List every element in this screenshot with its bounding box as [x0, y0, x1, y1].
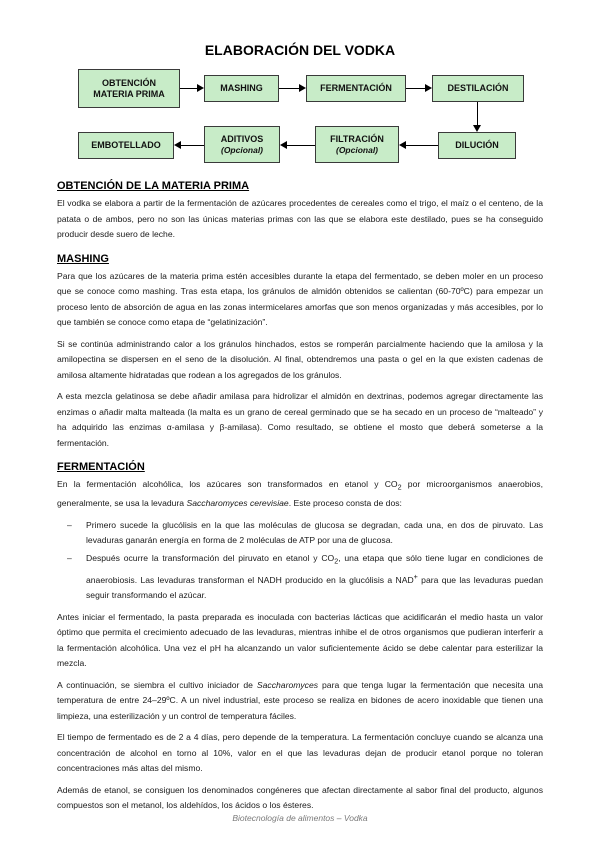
- flow-box-label: EMBOTELLADO: [91, 140, 161, 150]
- process-steps-list: [57, 518, 543, 604]
- flow-box-optional-label: (Opcional): [335, 144, 379, 155]
- flow-box-fermentacion: [306, 75, 406, 102]
- flow-box-filtracion: [315, 126, 399, 163]
- flow-arrow: [406, 88, 425, 89]
- subscript: 2: [397, 483, 402, 492]
- section-obtencion: [57, 180, 543, 243]
- flow-arrow: [279, 88, 299, 89]
- section-heading: MASHING: [57, 252, 109, 265]
- dash-bullet: –: [67, 552, 72, 563]
- paragraph: A esta mezcla gelatinosa se debe añadir amilasa para hidrolizar el almidón en dextrinas, podemos agregar directamente las enzimas o añadir malta malteada (la malta es un grano de cereal germinado que se ha secado en un proceso de “malteado” y ha adquirido las enzimas α-amilasa y β-amilasa). Como resultado, se obtiene el mosto que deberá someterse a la fermentación.: [57, 391, 543, 448]
- list-item: [67, 551, 544, 604]
- flow-arrow: [181, 145, 204, 146]
- flow-box-embotellado: [78, 132, 174, 159]
- flow-box-label: FERMENTACIÓN: [320, 83, 392, 93]
- text-run: En la fermentación alcohólica, los azúcares son transformados en etanol y CO: [57, 479, 398, 489]
- flow-arrow-head: [174, 141, 181, 149]
- subscript: 2: [334, 557, 339, 566]
- page-footer: Biotecnología de alimentos – Vodka: [232, 813, 368, 823]
- list-item: [67, 518, 543, 549]
- flow-box-label: DESTILACIÓN: [447, 83, 509, 93]
- dash-bullet: –: [67, 519, 72, 530]
- text-run: para que las levaduras puedan seguir transformando el azúcar.: [86, 574, 544, 601]
- document-body: [57, 180, 543, 824]
- superscript: +: [413, 572, 418, 581]
- text-run: , una etapa que sólo tiene lugar en condiciones de anaerobiosis. Las levaduras transforman el NADH producido en la glucólisis a NAD: [86, 552, 543, 585]
- flow-box-label: MATERIA PRIMA: [93, 88, 165, 99]
- paragraph: Además de etanol, se consiguen los denominados congéneres que afectan directamente al sabor final del producto, algunos compuestos son el metanol, los aldehídos, los ácidos o los ésteres.: [57, 784, 543, 811]
- flow-box-dilucion: [438, 132, 516, 159]
- paragraph: [57, 477, 543, 512]
- paragraph: Si se continúa administrando calor a los gránulos hinchados, estos se romperán parcialmente haciendo que la amilosa y la amilopectina se dispersen en el seno de la disolución. Al final, obtendremos una pasta o gel en la que existen cadenas de amilosa altamente hidratadas que rodean a los agregados de los gránulos.: [57, 338, 543, 380]
- paragraph: Antes iniciar el fermentado, la pasta preparada es inoculada con bacterias lácticas que acidificarán el medio hasta un valor óptimo que permita el crecimiento adecuado de las levaduras, mientras inhibe el de otros organismos que pudieran interferir a la fermentación alcohólica. Una vez el pH ha alcanzando un valor suficientemente ácido se debe calentar para esterilizar la mezcla.: [57, 611, 543, 669]
- flow-arrow-head: [280, 141, 287, 149]
- paragraph: El vodka se elabora a partir de la fermentación de azúcares procedentes de cereales como el trigo, el maíz o el centeno, de la patata o de ambos, pero no son las únicas materias primas con las que se elabora este destilado, pues se ha conseguido producir desde suero de leche.: [57, 198, 543, 239]
- flow-arrow: [477, 102, 478, 125]
- flow-arrow: [287, 145, 315, 146]
- flow-box-label: FILTRACIÓN: [330, 133, 384, 144]
- flow-arrow-head: [299, 84, 306, 92]
- paragraph: Para que los azúcares de la materia prima estén accesibles durante la etapa del fermentado, se deben moler en un proceso que se conoce como mashing. Tras esta etapa, los gránulos de almidón obtenidos se calientan (60-70ºC) para empezar un proceso lento de absorción de agua en las zonas intermicelares amorfas que son menos organizadas y más accesibles, por lo que también se conoce como etapa de “gelatinización”.: [57, 270, 543, 327]
- section-fermentacion: [57, 461, 543, 814]
- flow-box-destilacion: [432, 75, 524, 102]
- flow-box-obtencion: [78, 69, 180, 108]
- flow-box-aditivos: [204, 126, 280, 163]
- flow-arrow: [180, 88, 197, 89]
- document-title: ELABORACIÓN DEL VODKA: [204, 42, 396, 58]
- flow-arrow-head: [399, 141, 406, 149]
- flow-arrow-head: [197, 84, 204, 92]
- text-run: A continuación, se siembra el cultivo iniciador de: [57, 679, 257, 690]
- section-heading: OBTENCIÓN DE LA MATERIA PRIMA: [57, 180, 250, 192]
- flow-box-label: ADITIVOS: [220, 133, 264, 144]
- text-run: por microorganismos anaerobios, generalmente, se usa la levadura: [57, 479, 543, 509]
- flow-box-label: MASHING: [220, 83, 263, 93]
- text-run: Después ocurre la transformación del piruvato en etanol y CO: [86, 552, 335, 563]
- flow-box-mashing: [204, 75, 279, 102]
- text-run: para que tenga lugar la fermentación que necesita una temperatura de entre 24–29ºC. A un nivel industrial, este proceso se realiza en bidones de acero inoxidable que tienen una limpieza, una esterilización y un control de temperatura fáciles.: [57, 679, 543, 721]
- flow-box-label: DILUCIÓN: [455, 140, 499, 150]
- section-mashing: [57, 253, 543, 452]
- flow-arrow-head: [425, 84, 432, 92]
- flow-arrow: [406, 145, 438, 146]
- flow-box-optional-label: (Opcional): [220, 144, 264, 155]
- text-run: . Este proceso consta de dos:: [288, 498, 402, 509]
- species-name: Saccharomyces: [256, 679, 319, 690]
- paragraph: [57, 678, 543, 725]
- flow-box-label: OBTENCIÓN: [102, 77, 156, 88]
- paragraph: El tiempo de fermentado es de 2 a 4 días, pero depende de la temperatura. La fermentación concluye cuando se alcanza una concentración de alcohol en torno al 10%, valor en el que las levaduras dejan de producir etanol porque no toleran concentraciones más altas del mismo.: [57, 732, 543, 774]
- species-name: Saccharomyces cerevisiae: [186, 498, 289, 509]
- flow-arrow-head: [473, 125, 481, 132]
- section-heading: FERMENTACIÓN: [57, 461, 145, 473]
- text-run: Primero sucede la glucólisis en la que las moléculas de glucosa se degradan, cada una, en dos de piruvato. Las levaduras ganarán energía en forma de 2 moléculas de ATP por una de glucosa.: [86, 519, 543, 546]
